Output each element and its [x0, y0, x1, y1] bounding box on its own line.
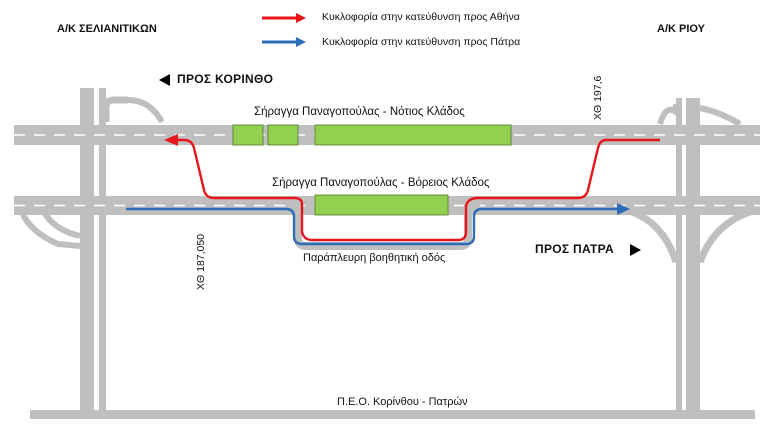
right-junction-label: Α/Κ ΡΙΟΥ [657, 23, 705, 35]
bottom-road-label: Π.Ε.Ο. Κορίνθου - Πατρών [337, 396, 468, 408]
left-junction-label: Α/Κ ΣΕΛΙΑΝΙΤΙΚΩΝ [57, 23, 157, 35]
corinth-direction-arrow-icon [159, 74, 170, 86]
service-road-label: Παράπλευρη βοηθητική οδός [303, 252, 446, 264]
chainage-right-label: ΧΘ 197,6 [592, 75, 604, 120]
south-tunnel-block-1 [233, 125, 263, 145]
right-top-ramp-a [660, 104, 676, 124]
corinth-direction-label: ΠΡΟΣ ΚΟΡΙΝΘΟ [177, 72, 274, 86]
legend-athens-label: Κυκλοφορία στην κατεύθυνση προς Αθήνα [322, 11, 520, 23]
patra-direction-label: ΠΡΟΣ ΠΑΤΡΑ [535, 242, 614, 256]
left-bottom-ramp-b [44, 212, 80, 236]
legend-patra-label: Κυκλοφορία στην κατεύθυνση προς Πάτρα [322, 36, 521, 48]
south-tunnel-block-2 [268, 125, 298, 145]
right-trumpet-right [700, 212, 750, 262]
bottom-road [30, 410, 755, 419]
north-tunnel-block [315, 195, 448, 215]
legend-blue-arrowhead [296, 37, 306, 47]
left-top-loop [128, 100, 162, 122]
chainage-left-label: ΧΘ 187,050 [195, 233, 207, 290]
right-top-ramp-b [700, 108, 740, 124]
patra-direction-arrow-icon [630, 244, 641, 256]
south-tunnel-label: Σήραγγα Παναγοπούλας - Νότιος Κλάδος [254, 106, 465, 118]
north-tunnel-label: Σήραγγα Παναγοπούλας - Βόρειος Κλάδος [272, 177, 490, 189]
athens-route-line [176, 140, 660, 240]
legend-red-arrowhead [296, 13, 306, 23]
left-top-ramp [106, 100, 128, 122]
south-tunnel-block-3 [315, 125, 511, 145]
